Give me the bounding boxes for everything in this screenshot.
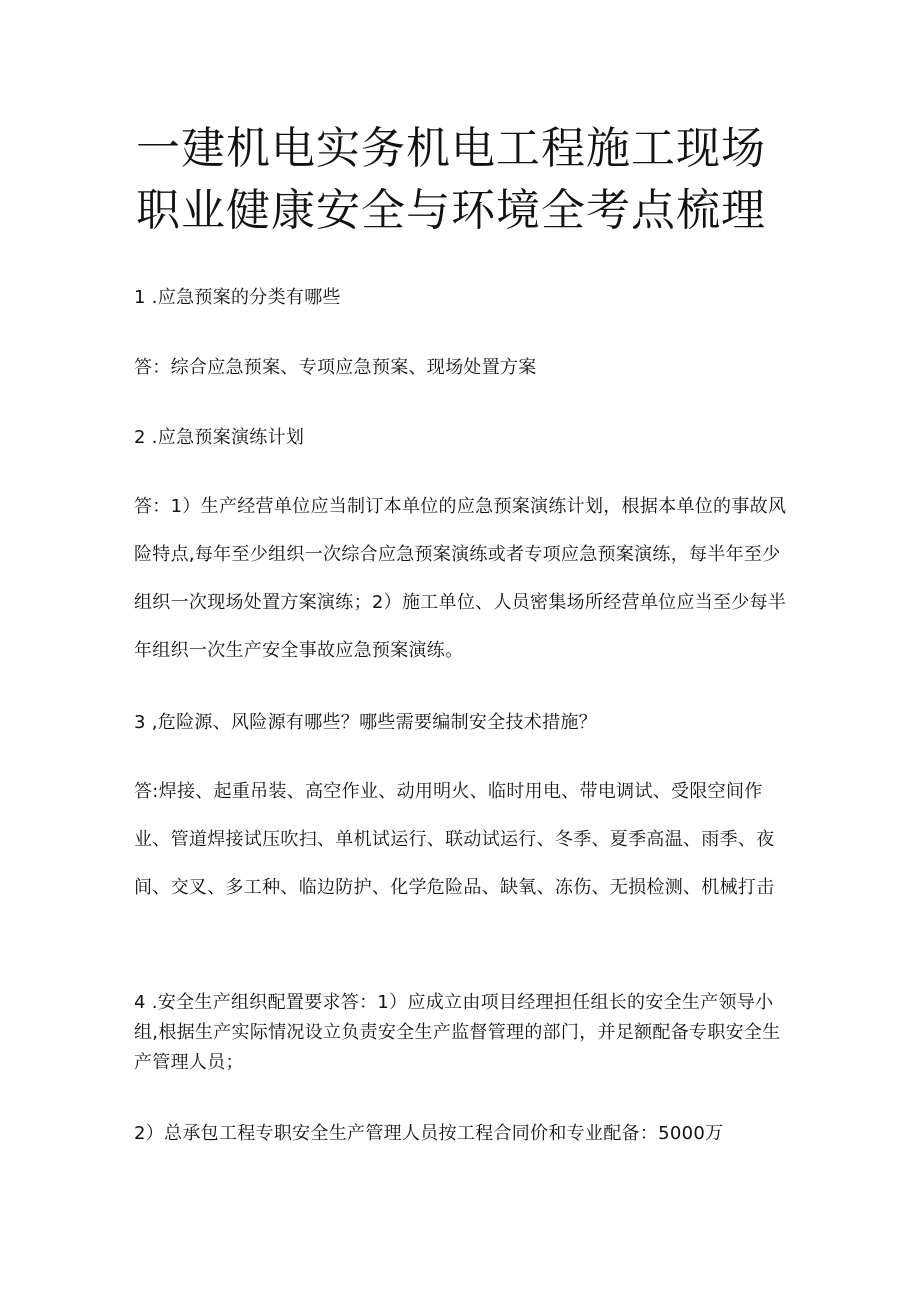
answer-4-part-2: 2）总承包工程专职安全生产管理人员按工程合同价和专业配备：5000万: [134, 1123, 724, 1144]
question-3: 3 ,危险源、风险源有哪些？哪些需要编制安全技术措施？: [134, 712, 597, 733]
answer-2: 答：1）生产经营单位应当制订本单位的应急预案演练计划，根据本单位的事故风险特点,每年至少组织一次综合应急预案演练或者专项应急预案演练，每半年至少组织一次现场处置方案演练；2）施工单位、人员密集场所经营单位应当至少每半年组织一次生产安全事故应急预案演练。: [134, 496, 787, 661]
question-1: 1 .应急预案的分类有哪些: [134, 287, 341, 308]
document-title: 一建机电实务机电工程施工现场职业健康安全与环境全考点梳理: [136, 123, 766, 236]
question-2: 2 .应急预案演练计划: [134, 427, 305, 448]
answer-3: 答:焊接、起重吊装、高空作业、动用明火、临时用电、带电调试、受限空间作业、管道焊接试压吹扫、单机试运行、联动试运行、冬季、夏季高温、雨季、夜间、交叉、多工种、临边防护、化学危险品、缺氧、冻伤、无损检测、机械打击: [134, 781, 775, 898]
question-4: 4 .安全生产组织配置要求答：1）应成立由项目经理担任组长的安全生产领导小组,根据生产实际情况设立负责安全生产监督管理的部门，并足额配备专职安全生产管理人员；: [134, 992, 781, 1073]
answer-1: 答：综合应急预案、专项应急预案、现场处置方案: [134, 357, 537, 378]
